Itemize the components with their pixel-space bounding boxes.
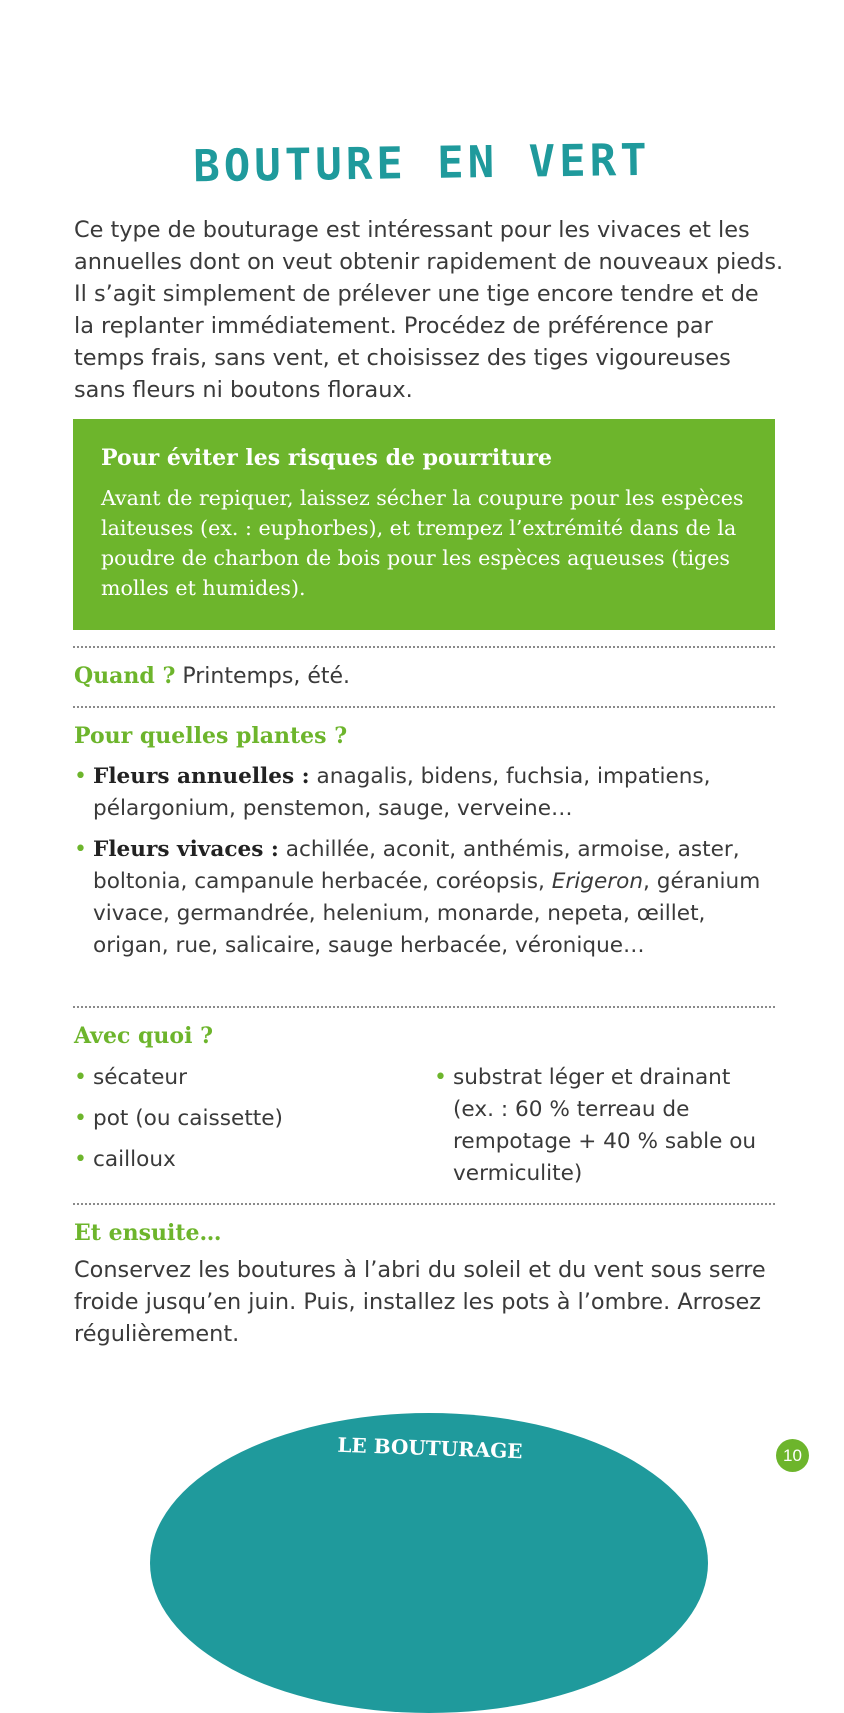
list-item-term: Fleurs annuelles : (93, 764, 310, 789)
tip-title: Pour éviter les risques de pourriture (101, 445, 552, 471)
divider (73, 1006, 775, 1008)
avec-label: Avec quoi ? (74, 1023, 213, 1049)
avec-list-left (74, 1062, 414, 1176)
quand-value: Printemps, été. (175, 664, 351, 689)
ensuite-text: Conservez les boutures à l’abri du soleil et du vent sous serre froide jusqu’en juin. Puis, installez les pots à l’ombre. Arrosez régulièrement. (74, 1257, 766, 1347)
bullet-icon: • (74, 837, 87, 862)
quand-line (74, 661, 350, 693)
list-item (74, 1144, 414, 1176)
plantes-heading (74, 721, 347, 753)
list-item-text: pot (ou caissette) (93, 1106, 283, 1131)
bullet-icon: • (74, 1147, 87, 1172)
list-item-text: anagalis, bidens, fuchsia, impatiens, pélargonium, penstemon, sauge, verveine… (93, 764, 711, 821)
bullet-icon: • (434, 1065, 447, 1090)
bullet-icon: • (74, 764, 87, 789)
bullet-icon: • (74, 1106, 87, 1131)
list-item (74, 1062, 414, 1094)
plantes-list (74, 761, 786, 962)
tip-text: Avant de repiquer, laissez sécher la coupure pour les espèces laiteuses (ex. : euphorbes), et trempez l’extrémité dans de la poudre de charbon de bois pour les espèces aqueuses (tiges molles et humides). (101, 486, 744, 600)
list-item (74, 761, 786, 825)
divider (73, 706, 775, 708)
divider (73, 646, 775, 648)
list-item (74, 1103, 414, 1135)
list-item-term: Fleurs vivaces : (93, 837, 279, 862)
bullet-icon: • (74, 1065, 87, 1090)
divider (73, 1203, 775, 1205)
list-item (74, 834, 786, 962)
quand-label: Quand ? (74, 663, 176, 689)
list-item-text: , géranium vivace, germandrée, helenium, monarde, nepeta, œillet, origan, rue, salicaire, sauge herbacée, véronique… (93, 869, 761, 958)
page-title: BOUTURE EN VERT (192, 134, 652, 193)
list-item-text: substrat léger et drainant (ex. : 60 % terreau de rempotage + 40 % sable ou vermiculite) (453, 1065, 757, 1186)
list-item-text: achillée, aconit, anthémis, armoise, aster, boltonia, campanule herbacée, coréopsis, (93, 837, 740, 894)
list-item-text: sécateur (93, 1065, 187, 1090)
ensuite-label: Et ensuite… (74, 1220, 222, 1246)
list-item-text: cailloux (93, 1147, 176, 1172)
avec-heading (74, 1021, 213, 1053)
footer-section-label: LE BOUTURAGE (337, 1432, 523, 1464)
page-number-badge: 10 (776, 1439, 809, 1472)
intro-paragraph: Ce type de bouturage est intéressant pour les vivaces et les annuelles dont on veut obtenir rapidement de nouveaux pieds. Il s’agit simplement de prélever une tige encore tendre et de la replanter immédiatement. Procédez de préférence par temps frais, sans vent, et choisissez des tiges vigoureuses sans fleurs ni boutons floraux. (74, 217, 784, 403)
list-item-italic: Erigeron (551, 869, 644, 894)
tip-box (73, 419, 775, 630)
avec-list-right (434, 1062, 774, 1190)
plantes-label: Pour quelles plantes ? (74, 723, 348, 749)
ensuite-heading (74, 1218, 221, 1250)
list-item (434, 1062, 774, 1190)
